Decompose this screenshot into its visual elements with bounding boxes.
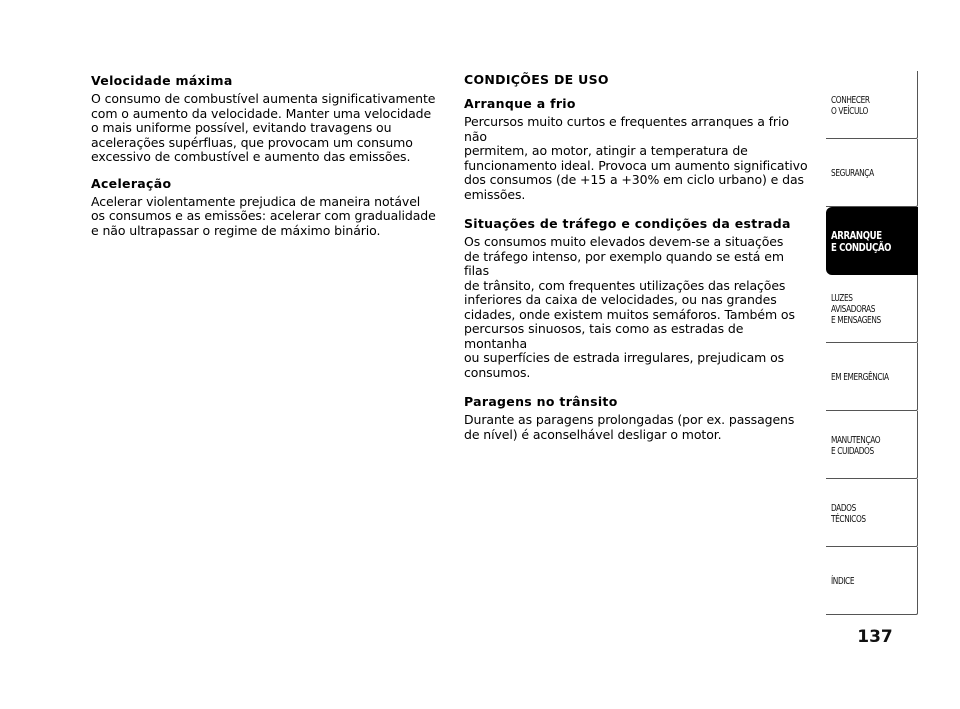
heading-paragens: Paragens no trânsito (464, 394, 618, 409)
text-line: Acelerar violentamente prejudica de maneira notável (91, 193, 421, 209)
page-number: 137 (857, 627, 893, 647)
tab-label: CONHECER (831, 94, 870, 106)
block-trafego (464, 215, 809, 380)
text-line: Os consumos muito elevados devem-se a situações (464, 234, 784, 249)
heading-aceleracao: Aceleração (91, 175, 172, 191)
text-line: de nível) é aconselhável desligar o motor. (464, 426, 722, 442)
tab-label: LUZES (831, 293, 853, 304)
text-line: acelerações supérfluas, que provocam um consumo (91, 134, 413, 150)
block-paragens (464, 393, 809, 442)
chapter-tabs (826, 71, 918, 615)
paragraph-arranque-frio (464, 115, 809, 202)
text-line: O consumo de combustível aumenta significativamente (91, 91, 436, 106)
tab-label: E MENSAGENS (831, 315, 881, 326)
tab-label: AVISADORAS (831, 304, 876, 315)
text-line: o mais uniforme possível, evitando travagens ou (91, 120, 392, 135)
tab-label: DADOS (831, 502, 856, 514)
text-line: funcionamento ideal. Provoca um aumento significativo (464, 157, 808, 173)
left-column (91, 72, 436, 248)
block-velocidade (91, 72, 436, 165)
tab-em-emergencia[interactable] (826, 343, 918, 411)
tab-arranque-conducao[interactable] (826, 207, 918, 275)
text-line: de trânsito, com frequentes utilizações das relações (464, 277, 786, 293)
tab-indice[interactable] (826, 547, 918, 615)
tab-label: ÍNDICE (831, 576, 855, 587)
paragraph-paragens (464, 413, 809, 442)
text-line: de tráfego intenso, por exemplo quando se está em filas (464, 248, 784, 278)
text-line: emissões. (464, 186, 526, 202)
text-line: e não ultrapassar o regime de máximo binário. (91, 222, 381, 238)
text-line: com o aumento da velocidade. Manter uma velocidade (91, 105, 432, 121)
right-column (464, 72, 809, 455)
text-line: inferiores da caixa de velocidades, ou nas grandes (464, 292, 777, 307)
tab-luzes-avisadoras[interactable] (826, 275, 918, 343)
text-line: percursos sinuosos, tais como as estradas de montanha (464, 321, 744, 351)
text-line: Durante as paragens prolongadas (por ex. passagens (464, 412, 795, 427)
tab-label: E CUIDADOS (831, 445, 874, 457)
text-line: Percursos muito curtos e frequentes arranques a frio não (464, 114, 789, 144)
heading-velocidade-maxima: Velocidade máxima (91, 73, 233, 88)
tab-dados-tecnicos[interactable] (826, 479, 918, 547)
tab-label: E CONDUÇÃO (831, 241, 892, 254)
tab-label: ARRANQUE (831, 229, 882, 242)
tab-label: O VEÍCULO (831, 105, 868, 117)
block-aceleracao (91, 175, 436, 239)
text-line: cidades, onde existem muitos semáforos. Também os (464, 306, 795, 322)
text-line: permitem, ao motor, atingir a temperatura de (464, 143, 748, 158)
tab-conhecer-veiculo[interactable] (826, 71, 918, 139)
tab-label: EM EMERGÊNCIA (831, 372, 889, 383)
text-line: excessivo de combustível e aumento das emissões. (91, 149, 411, 164)
heading-arranque-frio: Arranque a frio (464, 96, 576, 111)
block-arranque-frio (464, 95, 809, 202)
text-line: os consumos e as emissões: acelerar com gradualidade (91, 208, 436, 223)
text-line: ou superfícies de estrada irregulares, prejudicam os (464, 350, 785, 365)
section-title: CONDIÇÕES DE USO (464, 72, 609, 87)
paragraph-aceleracao (91, 195, 436, 239)
text-line: dos consumos (de +15 a +30% em ciclo urbano) e das (464, 172, 804, 187)
tab-label: SEGURANÇA (831, 168, 874, 179)
tab-label: MANUTENÇÃO (831, 434, 881, 446)
heading-trafego: Situações de tráfego e condições da estrada (464, 216, 791, 231)
text-line: consumos. (464, 364, 531, 380)
tab-seguranca[interactable] (826, 139, 918, 207)
paragraph-velocidade (91, 92, 436, 165)
tab-label: TÉCNICOS (831, 513, 866, 525)
paragraph-trafego (464, 235, 809, 380)
tab-manutencao[interactable] (826, 411, 918, 479)
